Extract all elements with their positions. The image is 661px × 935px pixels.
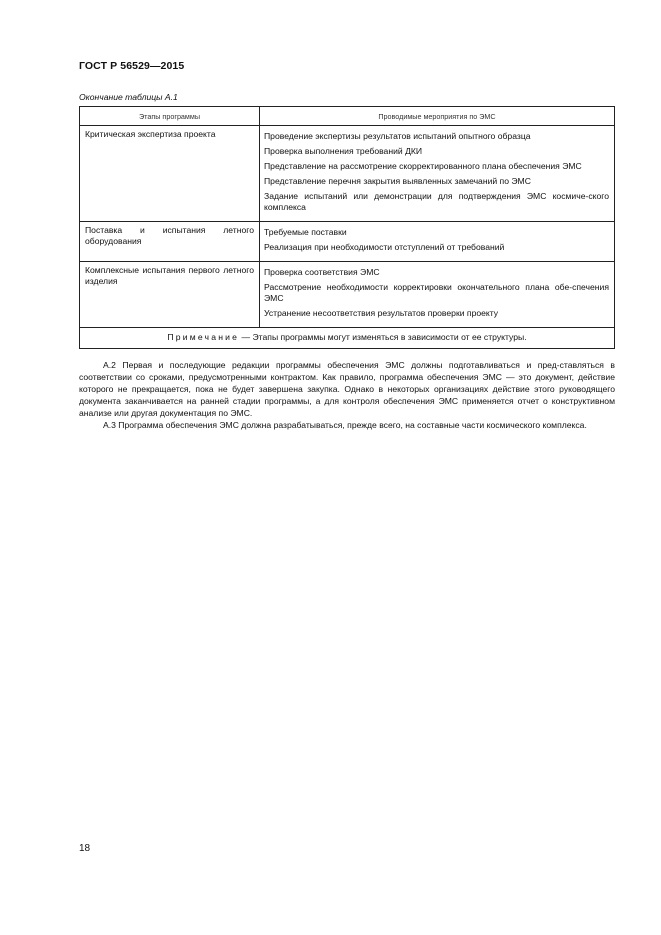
activities-cell [260, 222, 615, 262]
activity-item: Проверка выполнения требований ДКИ [264, 146, 423, 156]
table-note-row [80, 328, 615, 349]
activities-table [79, 106, 615, 349]
table-row [80, 222, 615, 262]
activity-item: Рассмотрение необходимости корректировки окончательного плана обе-спечения ЭМС [264, 282, 609, 303]
activity-item: Представление на рассмотрение скорректированного плана обеспечения ЭМС [264, 161, 582, 171]
activity-item: Представление перечня закрытия выявленных замечаний по ЭМС [264, 176, 531, 186]
page-number: 18 [79, 843, 91, 854]
paragraph-a2: А.2 Первая и последующие редакции программы обеспечения ЭМС должны подготавливаться и пред-ставляться в соответствии со сроками, предусмотренными контрактом. Как правило, программа обеспечения ЭМС — это документ, действие которого не прекращается, пока не будет завершена закупка. Однако в некоторых организациях действие этого руководящего документа заканчивается на ранней стадии программы, а для контроля обеспечения ЭМС применяется отчет о конструктивном анализе или другая документация по ЭМС. [79, 360, 615, 418]
column-header-stages: Этапы программы [80, 107, 260, 126]
note-text: — Этапы программы могут изменяться в зависимости от ее структуры. [239, 332, 527, 342]
activity-item: Проверка соответствия ЭМС [264, 267, 380, 277]
activity-item: Задание испытаний или демонстрации для подтверждения ЭМС космиче-ского комплекса [264, 191, 609, 212]
column-header-activities: Проводимые мероприятия по ЭМС [260, 107, 615, 126]
document-code: ГОСТ Р 56529—2015 [79, 60, 185, 72]
table-row [80, 126, 615, 222]
table-header-row [80, 107, 615, 126]
stage-cell: Критическая экспертиза проекта [80, 126, 260, 222]
activity-item: Устранение несоответствия результатов проверки проекту [264, 308, 499, 318]
activity-item: Требуемые поставки [264, 227, 347, 237]
activities-cell [260, 262, 615, 328]
paragraph-a3: А.3 Программа обеспечения ЭМС должна разрабатываться, прежде всего, на составные части космического комплекса. [103, 420, 587, 430]
table-caption: Окончание таблицы А.1 [79, 92, 178, 102]
activity-item: Реализация при необходимости отступлений от требований [264, 242, 505, 252]
table-row [80, 262, 615, 328]
table-note [80, 328, 615, 349]
stage-cell: Комплексные испытания первого летного изделия [80, 262, 260, 328]
stage-cell: Поставка и испытания летного оборудования [80, 222, 260, 262]
note-label: Примечание [167, 332, 240, 342]
activities-cell [260, 126, 615, 222]
body-text [79, 359, 615, 431]
activity-item: Проведение экспертизы результатов испытаний опытного образца [264, 131, 531, 141]
